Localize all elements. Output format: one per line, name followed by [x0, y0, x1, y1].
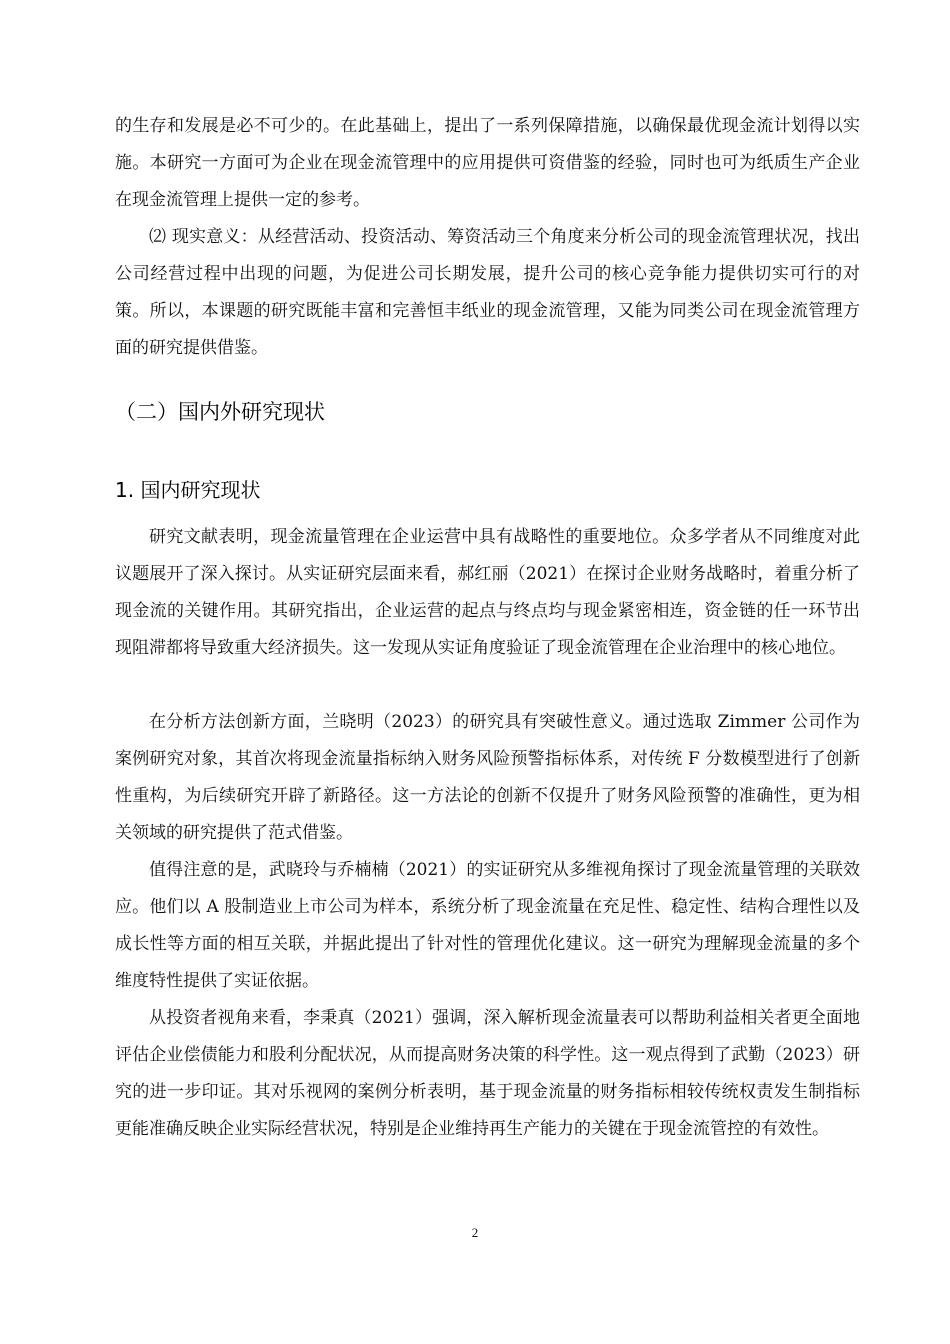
paragraph-investor-view: 从投资者视角来看，李秉真（2021）强调，深入解析现金流量表可以帮助利益相关者更全面地评估企业偿债能力和股利分配状况，从而提高财务决策的科学性。这一观点得到了武勤（2023）研究的进一步印证。其对乐视网的案例分析表明，基于现金流量的财务指标相较传统权责发生制指标更能准确反映企业实际经营状况，特别是企业维持再生产能力的关键在于现金流管控的有效性。 [115, 1008, 860, 1139]
page-number: 2 [471, 1225, 479, 1240]
subsection-heading: 1. 国内研究现状 [115, 478, 261, 502]
paragraph-practical-significance: ⑵ 现实意义：从经营活动、投资活动、筹资活动三个角度来分析公司的现金流管理状况，找出公司经营过程中出现的问题，为促进公司长期发展，提升公司的核心竞争能力提供切实可行的对策。所以，本课题的研究既能丰富和完善恒丰纸业的现金流管理，又能为同类公司在现金流管理方面的研究提供借鉴。 [115, 227, 860, 358]
paragraph-empirical-study: 值得注意的是，武晓玲与乔楠楠（2021）的实证研究从多维视角探讨了现金流量管理的关联效应。他们以 A 股制造业上市公司为样本，系统分析了现金流量在充足性、稳定性、结构合理性以及成长性等方面的相互关联，并据此提出了针对性的管理优化建议。这一研究为理解现金流量的多个维度特性提供了实证依据。 [115, 860, 860, 991]
paragraph-literature-overview: 研究文献表明，现金流量管理在企业运营中具有战略性的重要地位。众多学者从不同维度对此议题展开了深入探讨。从实证研究层面来看，郝红丽（2021）在探讨企业财务战略时，着重分析了现金流的关键作用。其研究指出，企业运营的起点与终点均与现金紧密相连，资金链的任一环节出现阻滞都将导致重大经济损失。这一发现从实证角度验证了现金流管理在企业治理中的核心地位。 [115, 527, 860, 658]
section-heading: （二）国内外研究现状 [115, 400, 325, 424]
paragraph-continuation: 的生存和发展是必不可少的。在此基础上，提出了一系列保障措施，以确保最优现金流计划得以实施。本研究一方面可为企业在现金流管理中的应用提供可资借鉴的经验，同时也可为纸质生产企业在现金流管理上提供一定的参考。 [115, 116, 860, 210]
paragraph-method-innovation: 在分析方法创新方面，兰晓明（2023）的研究具有突破性意义。通过选取 Zimmer 公司作为案例研究对象，其首次将现金流量指标纳入财务风险预警指标体系，对传统 F 分数模型进行了创新性重构，为后续研究开辟了新路径。这一方法论的创新不仅提升了财务风险预警的准确性，更为相关领域的研究提供了范式借鉴。 [115, 712, 860, 843]
